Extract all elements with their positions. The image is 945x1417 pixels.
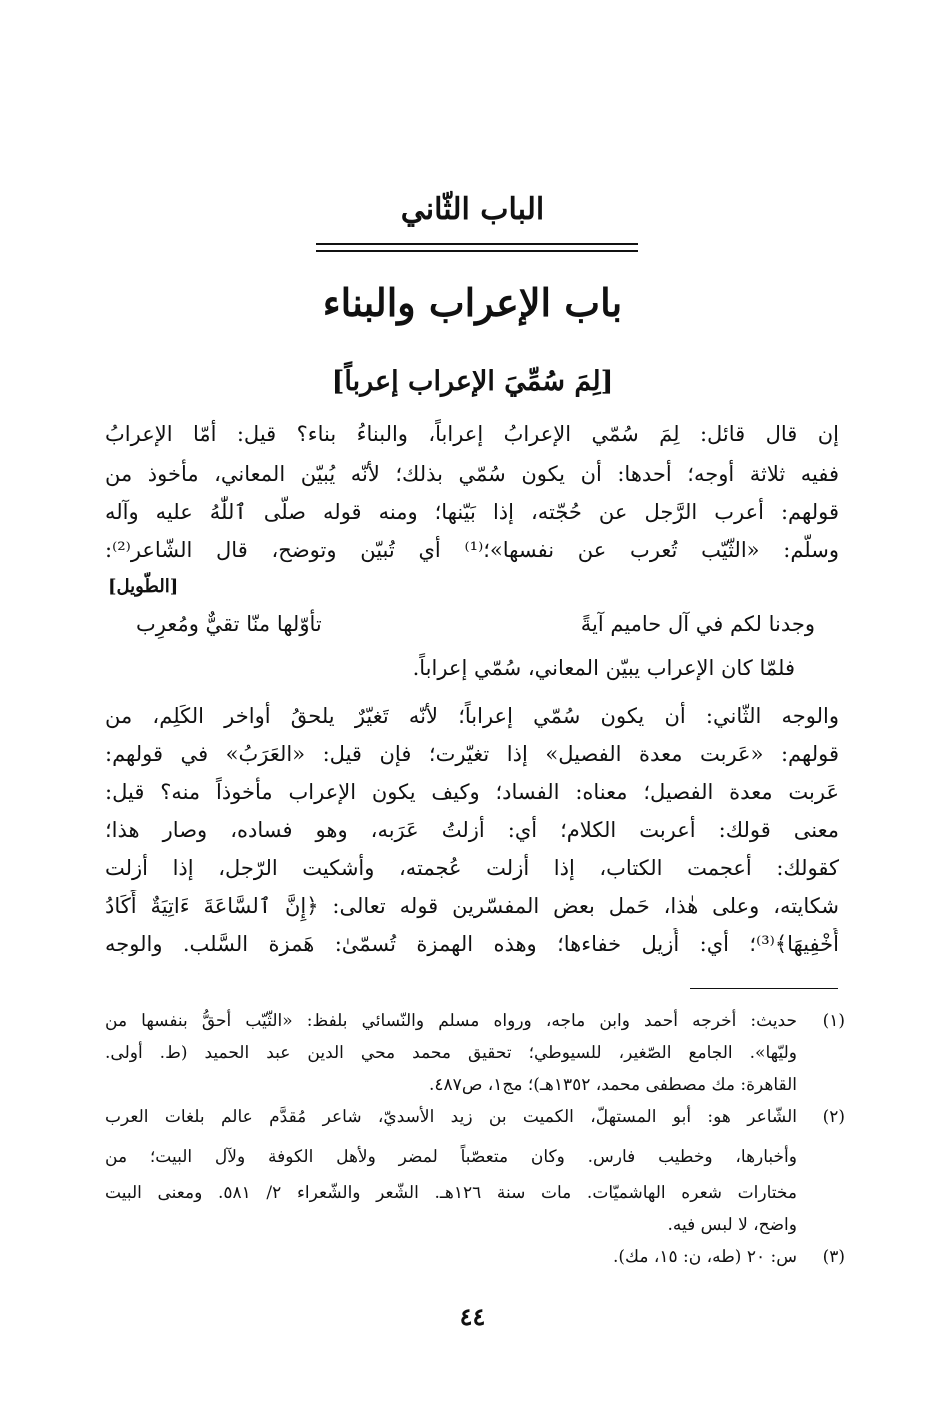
body-line: ففيه ثلاثة أوجه؛ أحدها: أن يكون سُمّي بذلك؛ لأنّه يُبيّن المعاني، مأخوذ من <box>105 462 839 486</box>
poetic-meter-label: [الطّويل] <box>108 576 179 597</box>
footnote-number: (٣) <box>822 1247 845 1267</box>
body-line: وسلّم: «الثّيّب تُعرب عن نفسها»؛⁽¹⁾ أي تُبيّن وتوضح، قال الشّاعر⁽²⁾: <box>105 538 839 562</box>
footnote-line: الشّاعر هو: أبو المستهلّ، الكميت بن زيد الأسديّ، شاعر مُقدَّم عالم بلغات العرب <box>105 1107 797 1127</box>
footnote-line: القاهرة: مك مصطفى محمد، ١٣٥٢هـ)؛ مج١، ص٤٨٧. <box>429 1075 797 1095</box>
footnote-number: (٢) <box>822 1107 845 1127</box>
footnote-line: وأخبارها، وخطيب فارس. وكان متعصّباً لمضر ولأهل الكوفة ولآل البيت؛ من <box>105 1147 797 1167</box>
verse-first-hemistich: وجدنا لكم في آل حاميم آيةً <box>580 612 815 636</box>
double-rule-bottom <box>316 250 638 252</box>
footnote-line: حديث: أخرجه أحمد وابن ماجه، ورواه مسلم والنّسائي بلفظ: «الثّيّب أحقُّ بنفسها من <box>105 1011 797 1031</box>
page-number: ٤٤ <box>459 1302 486 1331</box>
footnote-line: وليّها». الجامع الصّغير، للسيوطي؛ تحقيق محمد محي الدين عبد الحميد (ط. أولى. <box>105 1043 797 1063</box>
footnote-separator <box>690 988 838 989</box>
body-line: كقولك: أعجمت الكتاب، إذا أزلت عُجمته، وأشكيت الرّجل، إذا أزلت <box>105 856 839 880</box>
footnote-line: واضح، لا لبس فيه. <box>667 1215 797 1235</box>
body-line: أُخْفِيهَا﴾⁽³⁾؛ أي: أُزيل خفاءها؛ وهذه الهمزة تُسمّىٰ: هَمزة السَّلب. والوجه <box>105 932 839 956</box>
footnote-number: (١) <box>822 1011 845 1031</box>
footnote-line: مختارات شعره الهاشميّات. مات سنة ١٢٦هـ. الشّعر والشّعراء ٢/ ٥٨١. ومعنى البيت <box>105 1183 797 1203</box>
body-line: عَربت معدة الفصيل؛ معناه: الفساد؛ وكيف يكون الإعراب مأخوذاً منه؟ قيل: <box>105 780 839 804</box>
section-heading: [لِمَ سُمِّيَ الإعراب إعرباً] <box>331 366 614 397</box>
verse-second-hemistich: تأوّلها منّا تقيٌّ ومُعرِب <box>136 612 322 636</box>
body-line: والوجه الثّاني: أن يكون سُمّي إعراباً؛ لأنّه تَغيّرٌ يلحقُ أواخر الكَلِم، من <box>105 704 839 728</box>
body-line: قولهم: أعرب الرَّجل عن حُجّته، إذا بَيّنها؛ ومنه قوله صلّى ٱللّٰهُ عليه وآله <box>105 500 839 524</box>
body-line: شكايته، وعلى هٰذا، حَمل بعض المفسّرين قوله تعالى: ﴿إِنَّ ٱلسَّاعَةَ ءَاتِيَةٌ أَكَادُ <box>105 894 839 918</box>
body-line: معنى قولك: أعربت الكلام؛ أي: أزلتُ عَرَبه، وهو فساده، وصار هذا؛ <box>105 818 839 842</box>
chapter-heading: الباب الثّاني <box>400 192 545 227</box>
double-rule-top <box>316 243 638 245</box>
footnote-line: س: ٢٠ (طه، ن: ١٥، مك). <box>613 1247 797 1267</box>
body-line: فلمّا كان الإعراب يبيّن المعاني، سُمّي إعراباً. <box>412 656 795 680</box>
body-line: قولهم: «عَربت معدة الفصيل» إذا تغيّرت؛ فإن قيل: «العَرَبُ» في قولهم: <box>105 742 839 766</box>
body-line: إن قال قائل: لِمَ سُمّي الإعرابُ إعراباً، والبناءُ بناء؟ قيل: أمّا الإعرابُ <box>105 422 839 446</box>
page-title: باب الإعراب والبناء <box>322 280 623 325</box>
